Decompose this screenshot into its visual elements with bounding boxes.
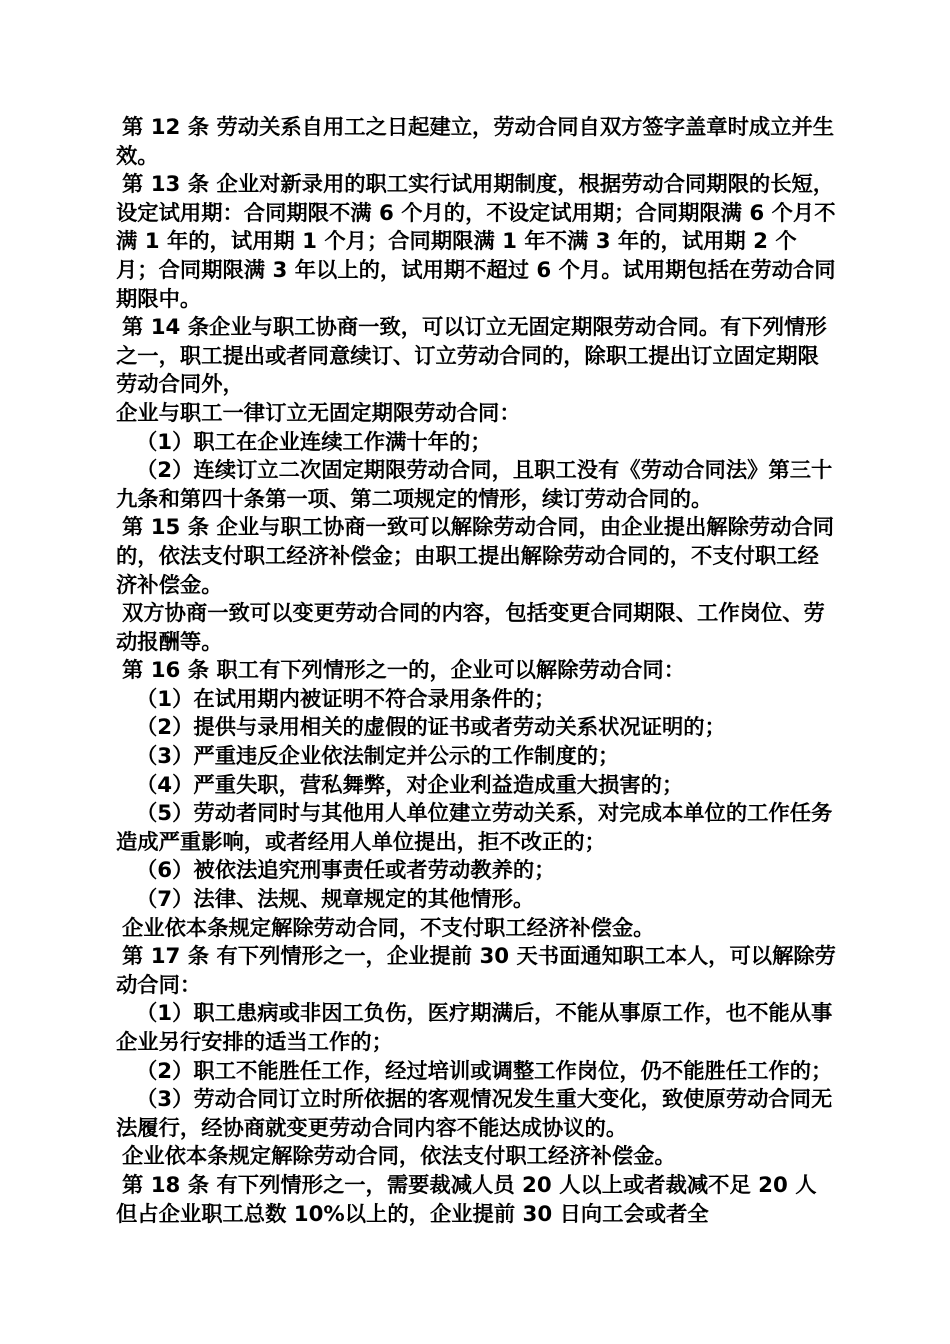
- paragraph: 第 15 条 企业与职工协商一致可以解除劳动合同，由企业提出解除劳动合同的，依法支付职工经济补偿金；由职工提出解除劳动合同的，不支付职工经济补偿金。: [116, 515, 835, 598]
- paragraph: （7）法律、法规、规章规定的其他情形。: [136, 887, 535, 913]
- paragraph: 企业依本条规定解除劳动合同，依法支付职工经济补偿金。: [122, 1144, 676, 1170]
- paragraph: 第 13 条 企业对新录用的职工实行试用期制度，根据劳动合同期限的长短，设定试用期：合同期限不满 6 个月的，不设定试用期；合同期限满 6 个月不满 1 年的，试用期 1 个月；合同期限满 1 年不满 3 年的，试用期 2 个月；合同期限满 3 年以上的，试用期不超过 6 个月。试用期包括在劳动合同期限中。: [116, 172, 836, 312]
- paragraph: （2）职工不能胜任工作，经过培训或调整工作岗位，仍不能胜任工作的；: [136, 1058, 833, 1084]
- document-body: [116, 114, 836, 1229]
- paragraph: 第 17 条 有下列情形之一，企业提前 30 天书面通知职工本人，可以解除劳动合同：: [116, 944, 836, 998]
- paragraph: （1）在试用期内被证明不符合录用条件的；: [136, 686, 556, 712]
- paragraph: （2）连续订立二次固定期限劳动合同，且职工没有《劳动合同法》第三十九条和第四十条第一项、第二项规定的情形，续订劳动合同的。: [116, 458, 833, 512]
- paragraph: （3）劳动合同订立时所依据的客观情况发生重大变化，致使原劳动合同无法履行，经协商就变更劳动合同内容不能达成协议的。: [116, 1087, 833, 1141]
- paragraph: （4）严重失职，营私舞弊，对企业利益造成重大损害的；: [136, 772, 684, 798]
- paragraph: 第 18 条 有下列情形之一，需要裁减人员 20 人以上或者裁减不足 20 人但占企业职工总数 10%以上的，企业提前 30 日向工会或者全: [116, 1172, 817, 1227]
- paragraph: 第 14 条企业与职工协商一致，可以订立无固定期限劳动合同。有下列情形之一，职工提出或者同意续订、订立劳动合同的，除职工提出订立固定期限劳动合同外，: [116, 315, 827, 398]
- paragraph: 第 12 条 劳动关系自用工之日起建立，劳动合同自双方签字盖章时成立并生效。: [116, 115, 835, 169]
- paragraph: 企业依本条规定解除劳动合同，不支付职工经济补偿金。: [122, 915, 655, 941]
- paragraph: 双方协商一致可以变更劳动合同的内容，包括变更合同期限、工作岗位、劳动报酬等。: [116, 601, 825, 655]
- paragraph: 企业与职工一律订立无固定期限劳动合同：: [116, 400, 521, 426]
- paragraph: （5）劳动者同时与其他用人单位建立劳动关系，对完成本单位的工作任务造成严重影响，或者经用人单位提出，拒不改正的；: [116, 801, 833, 855]
- paragraph: 第 16 条 职工有下列情形之一的，企业可以解除劳动合同：: [122, 658, 686, 684]
- paragraph: （1）职工患病或非因工负伤，医疗期满后，不能从事原工作，也不能从事企业另行安排的适当工作的；: [116, 1001, 833, 1055]
- paragraph: （3）严重违反企业依法制定并公示的工作制度的；: [136, 744, 620, 770]
- paragraph: （2）提供与录用相关的虚假的证书或者劳动关系状况证明的；: [136, 715, 726, 741]
- paragraph: （1）职工在企业连续工作满十年的；: [136, 429, 492, 455]
- paragraph: （6）被依法追究刑事责任或者劳动教养的；: [136, 858, 556, 884]
